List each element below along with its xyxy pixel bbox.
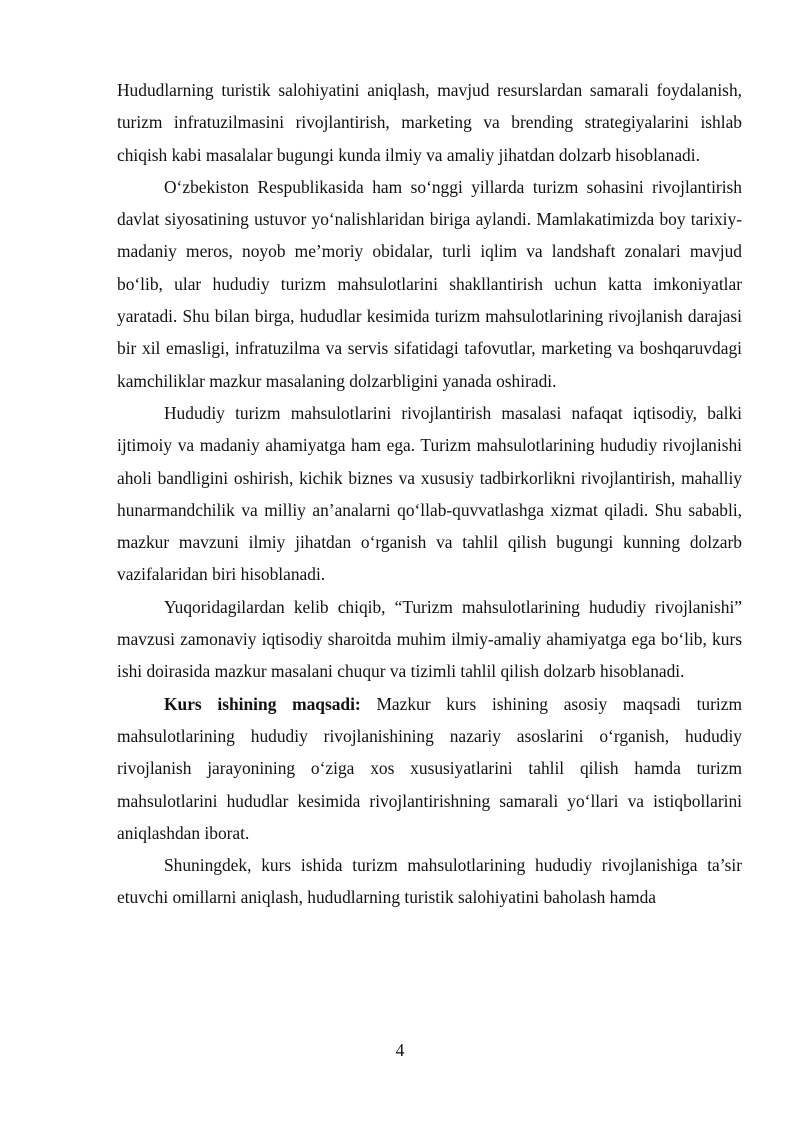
paragraph-4: Yuqoridagilardan kelib chiqib, “Turizm mahsulotlarining hududiy rivojlanishi” mavzusi zamonaviy iqtisodiy sharoitda muhim ilmiy-amaliy ahamiyatga ega bo‘lib, kurs ishi doirasida mazkur masalani chuqur va tizimli tahlil qilish dolzarb hisoblanadi. (117, 596, 742, 682)
paragraph-2: O‘zbekiston Respublikasida ham so‘nggi yillarda turizm sohasini rivojlantirish davlat siyosatining ustuvor yo‘nalishlaridan biriga aylandi. Mamlakatimizda boy tarixiy-madaniy meros, noyob me’moriy obidalar, turli iqlim va landshaft zonalari mavjud bo‘lib, ular hududiy turizm mahsulotlarini shakllantirish uchun katta imkoniyatlar yaratadi. Shu bilan birga, hududlar kesimida turizm mahsulotlarining rivojlanish darajasi bir xil emasligi, infratuzilma va servis sifatidagi tafovutlar, marketing va boshqaruvdagi kamchiliklar mazkur masalaning dolzarbligini yanada oshiradi. (117, 176, 742, 391)
body-text (117, 74, 742, 914)
paragraph-5 (117, 688, 742, 849)
paragraph-6: Shuningdek, kurs ishida turizm mahsulotlarining hududiy rivojlanishiga ta’sir etuvchi omillarni aniqlash, hududlarning turistik salohiyatini baholash hamda (117, 855, 742, 908)
page-number: 4 (395, 1040, 405, 1060)
paragraph-1: Hududlarning turistik salohiyatini aniqlash, mavjud resurslardan samarali foydalanish, turizm infratuzilmasini rivojlantirish, marketing va brending strategiyalarini ishlab chiqish kabi masalalar bugungi kunda ilmiy va amaliy jihatdan dolzarb hisoblanadi. (117, 80, 742, 165)
course-goal-text: Mazkur kurs ishining asosiy maqsadi turizm mahsulotlarining hududiy rivojlanishining nazariy asoslarini o‘rganish, hududiy rivojlanish jarayonining o‘ziga xos xususiyatlarini tahlil qilish hamda turizm mahsulotlarini hududlar kesimida rivojlantirishning samarali yo‘llari va istiqbollarini aniqlashdan iborat. (117, 693, 742, 843)
course-goal-heading: Kurs ishining maqsadi: (164, 693, 361, 714)
paragraph-3: Hududiy turizm mahsulotlarini rivojlantirish masalasi nafaqat iqtisodiy, balki ijtimoiy va madaniy ahamiyatga ham ega. Turizm mahsulotlarining hududiy rivojlanishi aholi bandligini oshirish, kichik biznes va xususiy tadbirkorlikni rivojlantirish, mahalliy hunarmandchilik va milliy an’analarni qo‘llab-quvvatlashga xizmat qiladi. Shu sababli, mazkur mavzuni ilmiy jihatdan o‘rganish va tahlil qilish bugungi kunning dolzarb vazifalaridan biri hisoblanadi. (117, 402, 742, 585)
